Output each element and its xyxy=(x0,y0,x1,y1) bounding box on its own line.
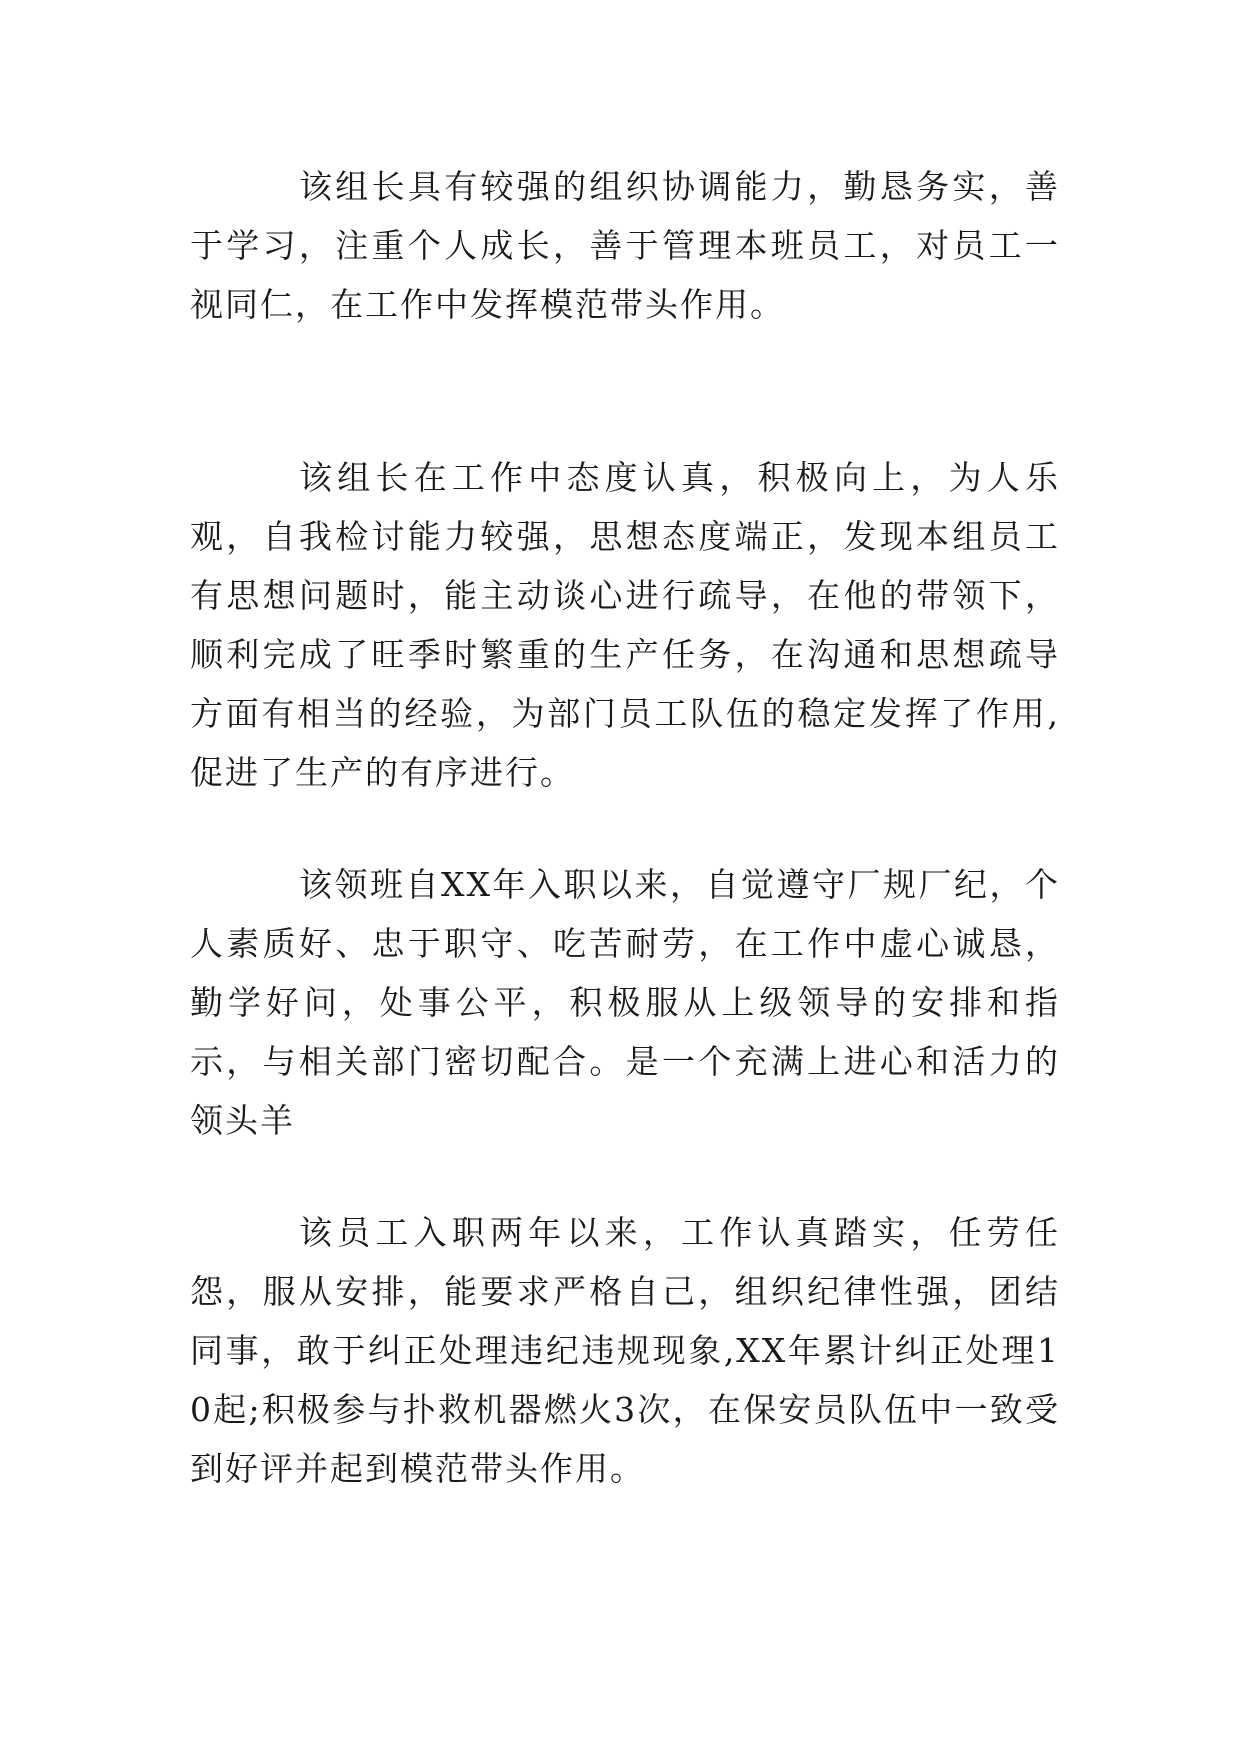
evaluation-paragraph-2: 该组长在工作中态度认真，积极向上，为人乐观，自我检讨能力较强，思想态度端正，发现本组员工有思想问题时，能主动谈心进行疏导，在他的带领下，顺利完成了旺季时繁重的生产任务，在沟通和思想疏导方面有相当的经验，为部门员工队伍的稳定发挥了作用,促进了生产的有序进行。 xyxy=(190,458,1060,792)
evaluation-paragraph-4: 该员工入职两年以来，工作认真踏实，任劳任怨，服从安排，能要求严格自己，组织纪律性强，团结同事，敢于纠正处理违纪违规现象,XX年累计纠正处理10起;积极参与扑救机器燃火3次，在保安员队伍中一致受到好评并起到模范带头作用。 xyxy=(190,1213,1060,1488)
evaluation-paragraph-3: 该领班自XX年入职以来，自觉遵守厂规厂纪，个人素质好、忠于职守、吃苦耐劳，在工作中虚心诚恳，勤学好问，处事公平，积极服从上级领导的安排和指示，与相关部门密切配合。是一个充满上进心和活力的领头羊 xyxy=(190,865,1060,1140)
evaluation-paragraph-1: 该组长具有较强的组织协调能力，勤恳务实，善于学习，注重个人成长，善于管理本班员工，对员工一视同仁，在工作中发挥模范带头作用。 xyxy=(190,167,1060,324)
